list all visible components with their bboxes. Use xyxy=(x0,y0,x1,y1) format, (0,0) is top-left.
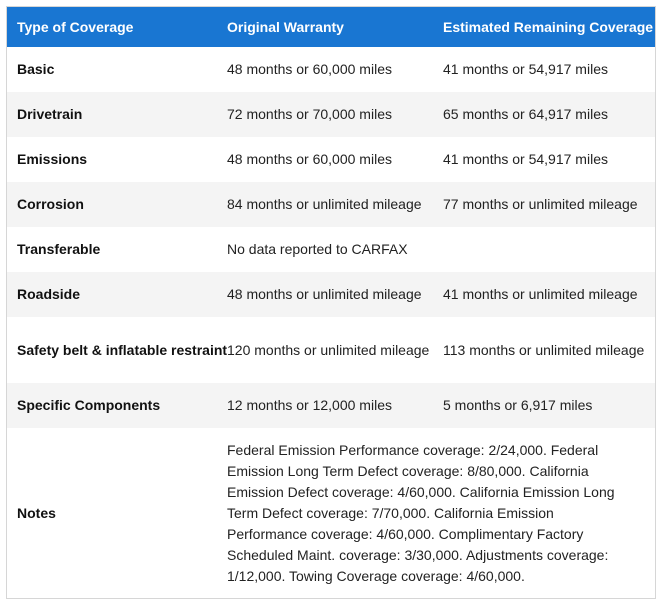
header-row xyxy=(7,7,655,47)
remaining-coverage: 5 months or 6,917 miles xyxy=(433,383,655,428)
table-row xyxy=(7,227,655,272)
original-warranty: 84 months or unlimited mileage xyxy=(217,182,433,227)
notes-text: Federal Emission Performance coverage: 2/24,000. Federal Emission Long Term Defect coverage: 8/80,000. California Emission Defect coverage: 4/60,000. California Emission Long Term Defect coverage: 7/70,000. California Emission Performance coverage: 4/60,000. Complimentary Factory Scheduled Maint. coverage: 3/30,000. Adjustments coverage: 1/12,000. Towing Coverage coverage: 4/60,000. xyxy=(227,441,615,584)
table-row xyxy=(7,317,655,383)
remaining-coverage: 77 months or unlimited mileage xyxy=(433,182,655,227)
coverage-type: Basic xyxy=(17,61,55,77)
header-type-of-coverage: Type of Coverage xyxy=(7,7,217,47)
warranty-coverage-table-container xyxy=(6,6,656,599)
remaining-coverage: 113 months or unlimited mileage xyxy=(443,341,645,358)
original-warranty: 48 months or 60,000 miles xyxy=(227,151,392,167)
table-row xyxy=(7,92,655,137)
coverage-type: Roadside xyxy=(7,272,217,317)
original-warranty: 48 months or unlimited mileage xyxy=(217,272,433,317)
original-warranty: 72 months or 70,000 miles xyxy=(217,92,433,137)
remaining-coverage: 65 months or 64,917 miles xyxy=(433,92,655,137)
remaining-coverage: 41 months or unlimited mileage xyxy=(433,272,655,317)
table-row xyxy=(7,47,655,92)
header-estimated-remaining-coverage: Estimated Remaining Coverage xyxy=(433,7,655,47)
remaining-coverage: 41 months or 54,917 miles xyxy=(443,61,608,77)
coverage-type: Safety belt & inflatable restraint xyxy=(17,341,228,358)
coverage-type: Emissions xyxy=(17,151,88,167)
coverage-type: Specific Components xyxy=(7,383,217,428)
remaining-coverage xyxy=(433,227,655,272)
table-row xyxy=(7,137,655,182)
original-warranty: 12 months or 12,000 miles xyxy=(217,383,433,428)
coverage-type: Drivetrain xyxy=(7,92,217,137)
original-warranty: 48 months or 60,000 miles xyxy=(227,61,392,77)
remaining-coverage: 41 months or 54,917 miles xyxy=(443,151,608,167)
table-body xyxy=(7,47,655,598)
notes-row xyxy=(7,428,655,598)
table-header xyxy=(7,7,655,47)
original-warranty: 120 months or unlimited mileage xyxy=(227,341,430,358)
table-row xyxy=(7,383,655,428)
original-warranty: No data reported to CARFAX xyxy=(227,241,408,257)
coverage-type: Transferable xyxy=(17,241,101,257)
warranty-coverage-table xyxy=(7,7,655,598)
table-row xyxy=(7,182,655,227)
table-row xyxy=(7,272,655,317)
coverage-type: Corrosion xyxy=(7,182,217,227)
notes-label: Notes xyxy=(17,504,56,521)
header-original-warranty: Original Warranty xyxy=(217,7,433,47)
